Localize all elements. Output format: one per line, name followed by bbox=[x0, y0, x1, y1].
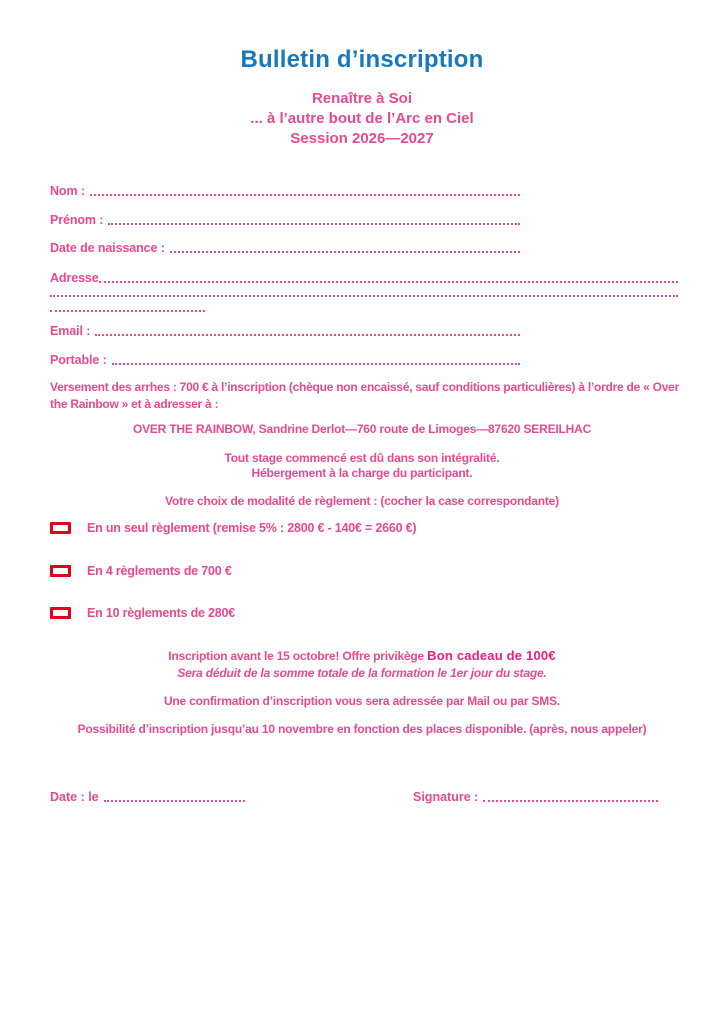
adresse-input-line-1[interactable] bbox=[99, 273, 678, 283]
signature-field bbox=[413, 790, 658, 804]
portable-label: Portable : bbox=[50, 353, 107, 367]
naissance-input-line[interactable] bbox=[170, 243, 520, 253]
email-label: Email : bbox=[50, 324, 91, 338]
field-email bbox=[50, 324, 520, 338]
payment-option-2-checkbox[interactable] bbox=[50, 565, 71, 577]
promo-gift-highlight: Bon cadeau de 100€ bbox=[427, 648, 556, 663]
payment-option-1-checkbox[interactable] bbox=[50, 522, 71, 534]
payment-choice-heading: Votre choix de modalité de règlement : (cocher la case correspondante) bbox=[165, 494, 559, 508]
field-nom bbox=[50, 184, 520, 198]
date-field bbox=[50, 790, 245, 804]
date-label: Date : le bbox=[50, 790, 99, 804]
payment-option-2-label: En 4 règlements de 700 € bbox=[87, 564, 232, 578]
signature-input-line[interactable] bbox=[483, 792, 658, 802]
field-prenom bbox=[50, 213, 520, 227]
stage-due-line: Tout stage commencé est dû dans son intégralité. bbox=[224, 451, 500, 465]
portable-input-line[interactable] bbox=[112, 355, 520, 365]
program-subtitle bbox=[0, 89, 724, 149]
promo-offer-line bbox=[0, 648, 724, 664]
naissance-label: Date de naissance : bbox=[50, 241, 165, 255]
date-input-line[interactable] bbox=[104, 792, 245, 802]
payment-option-1 bbox=[50, 521, 416, 535]
subtitle-line-3: Session 2026—2027 bbox=[290, 130, 434, 147]
adresse-input-line-3[interactable] bbox=[50, 300, 205, 312]
deadline-line: Possibilité d’inscription jusqu’au 10 novembre en fonction des places disponible. (après, nous appeler) bbox=[77, 722, 647, 736]
payment-option-3-label: En 10 règlements de 280€ bbox=[87, 606, 236, 620]
field-adresse bbox=[50, 271, 678, 285]
arrhes-paragraph: Versement des arrhes : 700 € à l’inscription (chèque non encaissé, sauf conditions particulières) à l’ordre de « Over the Rainbow » et à adresser à : bbox=[50, 380, 679, 411]
prenom-label: Prénom : bbox=[50, 213, 104, 227]
conditions-block bbox=[0, 451, 724, 481]
adresse-label: Adresse bbox=[50, 271, 99, 285]
nom-label: Nom : bbox=[50, 184, 85, 198]
promo-offer-prefix: Inscription avant le 15 octobre! Offre privikège bbox=[168, 649, 428, 663]
hebergement-line: Hébergement à la charge du participant. bbox=[251, 466, 473, 480]
email-input-line[interactable] bbox=[95, 326, 520, 336]
promo-deduction-note: Sera déduit de la somme totale de la formation le 1er jour du stage. bbox=[177, 666, 547, 680]
payment-option-1-label: En un seul règlement (remise 5% : 2800 € - 140€ = 2660 €) bbox=[87, 521, 417, 535]
field-naissance bbox=[50, 241, 520, 255]
payment-option-3-checkbox[interactable] bbox=[50, 607, 71, 619]
prenom-input-line[interactable] bbox=[108, 215, 520, 225]
nom-input-line[interactable] bbox=[90, 186, 520, 196]
payment-option-3 bbox=[50, 606, 235, 620]
confirmation-line: Une confirmation d’inscription vous sera adressée par Mail ou par SMS. bbox=[163, 694, 561, 708]
signature-label: Signature : bbox=[413, 790, 479, 804]
subtitle-line-1: Renaître à Soi bbox=[311, 90, 413, 107]
mail-address-line: OVER THE RAINBOW, Sandrine Derlot—760 route de Limoges—87620 SEREILHAC bbox=[132, 422, 592, 436]
adresse-input-line-2[interactable] bbox=[50, 285, 678, 297]
page-title: Bulletin d’inscription bbox=[240, 46, 484, 73]
subtitle-line-2: ... à l’autre bout de l’Arc en Ciel bbox=[250, 110, 474, 127]
field-portable bbox=[50, 353, 520, 367]
payment-option-2 bbox=[50, 564, 232, 578]
